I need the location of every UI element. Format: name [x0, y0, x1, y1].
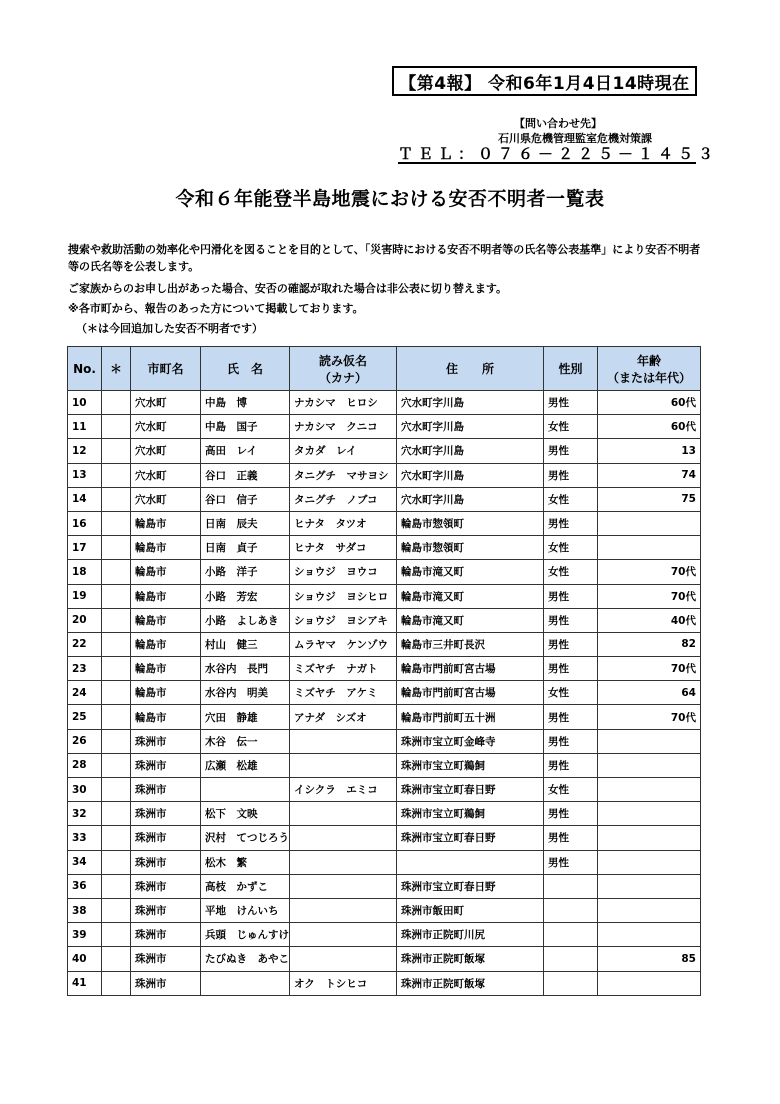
- cell-age: 64: [598, 681, 701, 705]
- cell-kana: [290, 729, 397, 753]
- cell-kana: オク トシヒコ: [290, 971, 397, 995]
- cell-name: 沢村 てつじろう: [201, 826, 290, 850]
- missing-persons-table: [67, 346, 701, 996]
- cell-gender: 男性: [544, 729, 598, 753]
- cell-no: 40: [68, 947, 102, 971]
- cell-star: [102, 511, 131, 535]
- cell-gender: [544, 874, 598, 898]
- cell-city: 珠洲市: [131, 826, 201, 850]
- cell-kana: ショウジ ヨシヒロ: [290, 584, 397, 608]
- cell-no: 14: [68, 487, 102, 511]
- table-row: [68, 947, 701, 971]
- cell-age: 40代: [598, 608, 701, 632]
- cell-star: [102, 947, 131, 971]
- cell-name: 中島 国子: [201, 415, 290, 439]
- cell-star: [102, 971, 131, 995]
- cell-age: [598, 898, 701, 922]
- cell-no: 36: [68, 874, 102, 898]
- contact-phone: ＴＥＬ：０７６－２２５－１４５３: [398, 145, 719, 163]
- cell-city: 輪島市: [131, 560, 201, 584]
- cell-star: [102, 536, 131, 560]
- cell-age: [598, 826, 701, 850]
- table-row: [68, 802, 701, 826]
- header-city: 市町名: [131, 347, 201, 391]
- cell-no: 28: [68, 753, 102, 777]
- header-star: ＊: [102, 347, 131, 391]
- cell-kana: ナカシマ ヒロシ: [290, 391, 397, 415]
- cell-city: 珠洲市: [131, 898, 201, 922]
- table-row: [68, 850, 701, 874]
- cell-address: 輪島市門前町五十洲: [397, 705, 544, 729]
- table-row: [68, 415, 701, 439]
- cell-address: 珠洲市正院町川尻: [397, 923, 544, 947]
- cell-no: 16: [68, 511, 102, 535]
- header-gender: 性別: [544, 347, 598, 391]
- cell-name: 高枝 かずこ: [201, 874, 290, 898]
- cell-star: [102, 391, 131, 415]
- cell-gender: [544, 971, 598, 995]
- header-no: No.: [68, 347, 102, 391]
- cell-no: 30: [68, 778, 102, 802]
- cell-star: [102, 898, 131, 922]
- cell-star: [102, 439, 131, 463]
- cell-name: 小路 よしあき: [201, 608, 290, 632]
- cell-age: 70代: [598, 657, 701, 681]
- cell-gender: 男性: [544, 584, 598, 608]
- cell-address: 珠洲市飯田町: [397, 898, 544, 922]
- cell-address: 輪島市門前町宮古場: [397, 681, 544, 705]
- cell-address: 輪島市滝又町: [397, 608, 544, 632]
- cell-kana: イシクラ エミコ: [290, 778, 397, 802]
- cell-gender: [544, 923, 598, 947]
- cell-kana: [290, 923, 397, 947]
- cell-city: 珠洲市: [131, 947, 201, 971]
- cell-age: [598, 971, 701, 995]
- cell-city: 輪島市: [131, 705, 201, 729]
- contact-organization: 石川県危機管理監室危機対策課: [498, 132, 652, 145]
- cell-address: 穴水町字川島: [397, 415, 544, 439]
- cell-gender: 男性: [544, 391, 598, 415]
- cell-name: 松木 繁: [201, 850, 290, 874]
- cell-star: [102, 487, 131, 511]
- cell-star: [102, 463, 131, 487]
- cell-star: [102, 705, 131, 729]
- cell-no: 24: [68, 681, 102, 705]
- cell-no: 23: [68, 657, 102, 681]
- cell-no: 25: [68, 705, 102, 729]
- cell-kana: ヒナタ タツオ: [290, 511, 397, 535]
- cell-star: [102, 923, 131, 947]
- cell-gender: 男性: [544, 705, 598, 729]
- cell-kana: ショウジ ヨウコ: [290, 560, 397, 584]
- cell-city: 珠洲市: [131, 850, 201, 874]
- cell-address: 輪島市滝又町: [397, 584, 544, 608]
- header-address: 住 所: [397, 347, 544, 391]
- cell-city: 輪島市: [131, 536, 201, 560]
- cell-address: 珠洲市宝立町春日野: [397, 874, 544, 898]
- cell-address: [397, 850, 544, 874]
- cell-kana: [290, 898, 397, 922]
- cell-city: 穴水町: [131, 439, 201, 463]
- table-row: [68, 705, 701, 729]
- cell-no: 18: [68, 560, 102, 584]
- cell-name: 村山 健三: [201, 632, 290, 656]
- cell-gender: 女性: [544, 536, 598, 560]
- cell-kana: ムラヤマ ケンゾウ: [290, 632, 397, 656]
- document-title: 令和６年能登半島地震における安否不明者一覧表: [175, 188, 605, 210]
- cell-no: 39: [68, 923, 102, 947]
- source-note: ※各市町から、報告のあった方について掲載しております。: [68, 302, 364, 315]
- cell-address: 輪島市惣領町: [397, 536, 544, 560]
- cell-gender: 男性: [544, 850, 598, 874]
- cell-address: 珠洲市正院町飯塚: [397, 947, 544, 971]
- table-row: [68, 560, 701, 584]
- cell-age: 85: [598, 947, 701, 971]
- table-body: [68, 391, 701, 996]
- table-row: [68, 657, 701, 681]
- cell-city: 穴水町: [131, 487, 201, 511]
- cell-name: 広瀬 松雄: [201, 753, 290, 777]
- cell-city: 輪島市: [131, 657, 201, 681]
- cell-city: 輪島市: [131, 584, 201, 608]
- cell-city: 珠洲市: [131, 802, 201, 826]
- cell-gender: 男性: [544, 802, 598, 826]
- table-row: [68, 487, 701, 511]
- contact-label: 【問い合わせ先】: [514, 117, 602, 130]
- header-kana: [290, 347, 397, 391]
- cell-star: [102, 632, 131, 656]
- table-row: [68, 463, 701, 487]
- cell-no: 32: [68, 802, 102, 826]
- table-row: [68, 753, 701, 777]
- cell-kana: [290, 826, 397, 850]
- table-row: [68, 826, 701, 850]
- header-age: [598, 347, 701, 391]
- cell-gender: 男性: [544, 826, 598, 850]
- cell-name: [201, 971, 290, 995]
- cell-address: 輪島市門前町宮古場: [397, 657, 544, 681]
- table-row: [68, 874, 701, 898]
- cell-name: 水谷内 明美: [201, 681, 290, 705]
- cell-age: 60代: [598, 391, 701, 415]
- cell-no: 34: [68, 850, 102, 874]
- cell-gender: [544, 898, 598, 922]
- cell-gender: 女性: [544, 415, 598, 439]
- cell-address: 珠洲市宝立町春日野: [397, 778, 544, 802]
- table-row: [68, 632, 701, 656]
- cell-no: 33: [68, 826, 102, 850]
- cell-kana: [290, 802, 397, 826]
- cell-address: 珠洲市宝立町金峰寺: [397, 729, 544, 753]
- table-row: [68, 391, 701, 415]
- cell-kana: ショウジ ヨシアキ: [290, 608, 397, 632]
- cell-city: 珠洲市: [131, 753, 201, 777]
- table-row: [68, 923, 701, 947]
- cell-no: 17: [68, 536, 102, 560]
- header-age-line1: 年齢: [636, 353, 661, 368]
- cell-gender: 男性: [544, 608, 598, 632]
- cell-age: [598, 753, 701, 777]
- cell-name: 谷口 信子: [201, 487, 290, 511]
- cell-age: [598, 874, 701, 898]
- cell-address: 珠洲市宝立町春日野: [397, 826, 544, 850]
- cell-gender: 女性: [544, 681, 598, 705]
- table-row: [68, 511, 701, 535]
- cell-age: [598, 729, 701, 753]
- cell-kana: ミズヤチ ナガト: [290, 657, 397, 681]
- cell-star: [102, 826, 131, 850]
- cell-city: 珠洲市: [131, 778, 201, 802]
- cell-name: 高田 レイ: [201, 439, 290, 463]
- cell-gender: 男性: [544, 439, 598, 463]
- cell-name: 松下 文映: [201, 802, 290, 826]
- cell-city: 珠洲市: [131, 971, 201, 995]
- table-header-row: [68, 347, 701, 391]
- asterisk-note: （＊は今回追加した安否不明者です）: [76, 322, 263, 335]
- cell-age: [598, 536, 701, 560]
- cell-no: 26: [68, 729, 102, 753]
- cell-name: [201, 778, 290, 802]
- cell-star: [102, 657, 131, 681]
- cell-address: 輪島市滝又町: [397, 560, 544, 584]
- privacy-note: ご家族からのお申し出があった場合、安否の確認が取れた場合は非公表に切り替えます。: [68, 282, 508, 295]
- table-row: [68, 536, 701, 560]
- header-name: 氏 名: [201, 347, 290, 391]
- cell-kana: ミズヤチ アケミ: [290, 681, 397, 705]
- cell-name: 水谷内 長門: [201, 657, 290, 681]
- cell-name: 平地 けんいち: [201, 898, 290, 922]
- cell-star: [102, 729, 131, 753]
- cell-address: 輪島市惣領町: [397, 511, 544, 535]
- table-row: [68, 971, 701, 995]
- cell-kana: ヒナタ サダコ: [290, 536, 397, 560]
- table-row: [68, 584, 701, 608]
- table-row: [68, 898, 701, 922]
- cell-name: たびぬき あやこ: [201, 947, 290, 971]
- cell-age: [598, 511, 701, 535]
- cell-no: 11: [68, 415, 102, 439]
- cell-age: 70代: [598, 705, 701, 729]
- cell-name: 日南 辰夫: [201, 511, 290, 535]
- header-kana-line1: 読み仮名: [318, 353, 367, 368]
- cell-city: 輪島市: [131, 681, 201, 705]
- cell-no: 13: [68, 463, 102, 487]
- cell-age: 70代: [598, 584, 701, 608]
- table-row: [68, 439, 701, 463]
- cell-address: 珠洲市正院町飯塚: [397, 971, 544, 995]
- cell-gender: 女性: [544, 778, 598, 802]
- cell-age: 75: [598, 487, 701, 511]
- table-row: [68, 681, 701, 705]
- cell-address: 穴水町字川島: [397, 487, 544, 511]
- cell-city: 輪島市: [131, 608, 201, 632]
- cell-city: 穴水町: [131, 391, 201, 415]
- cell-star: [102, 778, 131, 802]
- cell-no: 12: [68, 439, 102, 463]
- cell-kana: [290, 947, 397, 971]
- cell-kana: [290, 874, 397, 898]
- cell-kana: アナダ シズオ: [290, 705, 397, 729]
- cell-kana: タカダ レイ: [290, 439, 397, 463]
- cell-gender: 男性: [544, 753, 598, 777]
- cell-age: 70代: [598, 560, 701, 584]
- cell-age: 13: [598, 439, 701, 463]
- cell-star: [102, 415, 131, 439]
- cell-address: 珠洲市宝立町鵜飼: [397, 753, 544, 777]
- cell-star: [102, 802, 131, 826]
- cell-city: 穴水町: [131, 463, 201, 487]
- cell-no: 22: [68, 632, 102, 656]
- cell-address: 穴水町字川島: [397, 391, 544, 415]
- cell-name: 兵頭 じゅんすけ: [201, 923, 290, 947]
- cell-gender: [544, 947, 598, 971]
- cell-city: 珠洲市: [131, 923, 201, 947]
- cell-name: 小路 芳宏: [201, 584, 290, 608]
- cell-city: 珠洲市: [131, 729, 201, 753]
- cell-star: [102, 850, 131, 874]
- cell-star: [102, 560, 131, 584]
- cell-star: [102, 874, 131, 898]
- cell-kana: [290, 850, 397, 874]
- cell-city: 珠洲市: [131, 874, 201, 898]
- report-status-box: 【第4報】 令和6年1月4日14時現在: [392, 66, 697, 96]
- intro-paragraph: 捜索や救助活動の効率化や円滑化を図ることを目的として、「災害時における安否不明者等の氏名等公表基準」により安否不明者等の氏名等を公表します。: [68, 243, 701, 273]
- cell-age: [598, 802, 701, 826]
- cell-star: [102, 608, 131, 632]
- cell-kana: [290, 753, 397, 777]
- cell-name: 小路 洋子: [201, 560, 290, 584]
- cell-gender: 男性: [544, 657, 598, 681]
- cell-star: [102, 681, 131, 705]
- cell-gender: 男性: [544, 463, 598, 487]
- cell-star: [102, 584, 131, 608]
- cell-gender: 男性: [544, 632, 598, 656]
- cell-gender: 女性: [544, 560, 598, 584]
- cell-kana: ナカシマ クニコ: [290, 415, 397, 439]
- table-row: [68, 729, 701, 753]
- cell-no: 41: [68, 971, 102, 995]
- cell-name: 谷口 正義: [201, 463, 290, 487]
- table-row: [68, 608, 701, 632]
- cell-age: [598, 923, 701, 947]
- cell-no: 19: [68, 584, 102, 608]
- table-row: [68, 778, 701, 802]
- cell-address: 輪島市三井町長沢: [397, 632, 544, 656]
- cell-age: 60代: [598, 415, 701, 439]
- cell-city: 輪島市: [131, 511, 201, 535]
- cell-gender: 女性: [544, 487, 598, 511]
- cell-city: 輪島市: [131, 632, 201, 656]
- cell-city: 穴水町: [131, 415, 201, 439]
- cell-kana: タニグチ マサヨシ: [290, 463, 397, 487]
- cell-no: 20: [68, 608, 102, 632]
- cell-age: [598, 850, 701, 874]
- header-age-line2: （または年代）: [606, 370, 691, 385]
- cell-gender: 男性: [544, 511, 598, 535]
- cell-no: 10: [68, 391, 102, 415]
- header-kana-line2: （カナ）: [318, 370, 367, 385]
- cell-age: 82: [598, 632, 701, 656]
- cell-address: 穴水町字川島: [397, 439, 544, 463]
- cell-kana: タニグチ ノブコ: [290, 487, 397, 511]
- cell-address: 珠洲市宝立町鵜飼: [397, 802, 544, 826]
- cell-address: 穴水町字川島: [397, 463, 544, 487]
- cell-age: 74: [598, 463, 701, 487]
- cell-star: [102, 753, 131, 777]
- cell-name: 中島 博: [201, 391, 290, 415]
- cell-name: 木谷 伝一: [201, 729, 290, 753]
- cell-name: 穴田 静雄: [201, 705, 290, 729]
- cell-age: [598, 778, 701, 802]
- cell-no: 38: [68, 898, 102, 922]
- cell-name: 日南 貞子: [201, 536, 290, 560]
